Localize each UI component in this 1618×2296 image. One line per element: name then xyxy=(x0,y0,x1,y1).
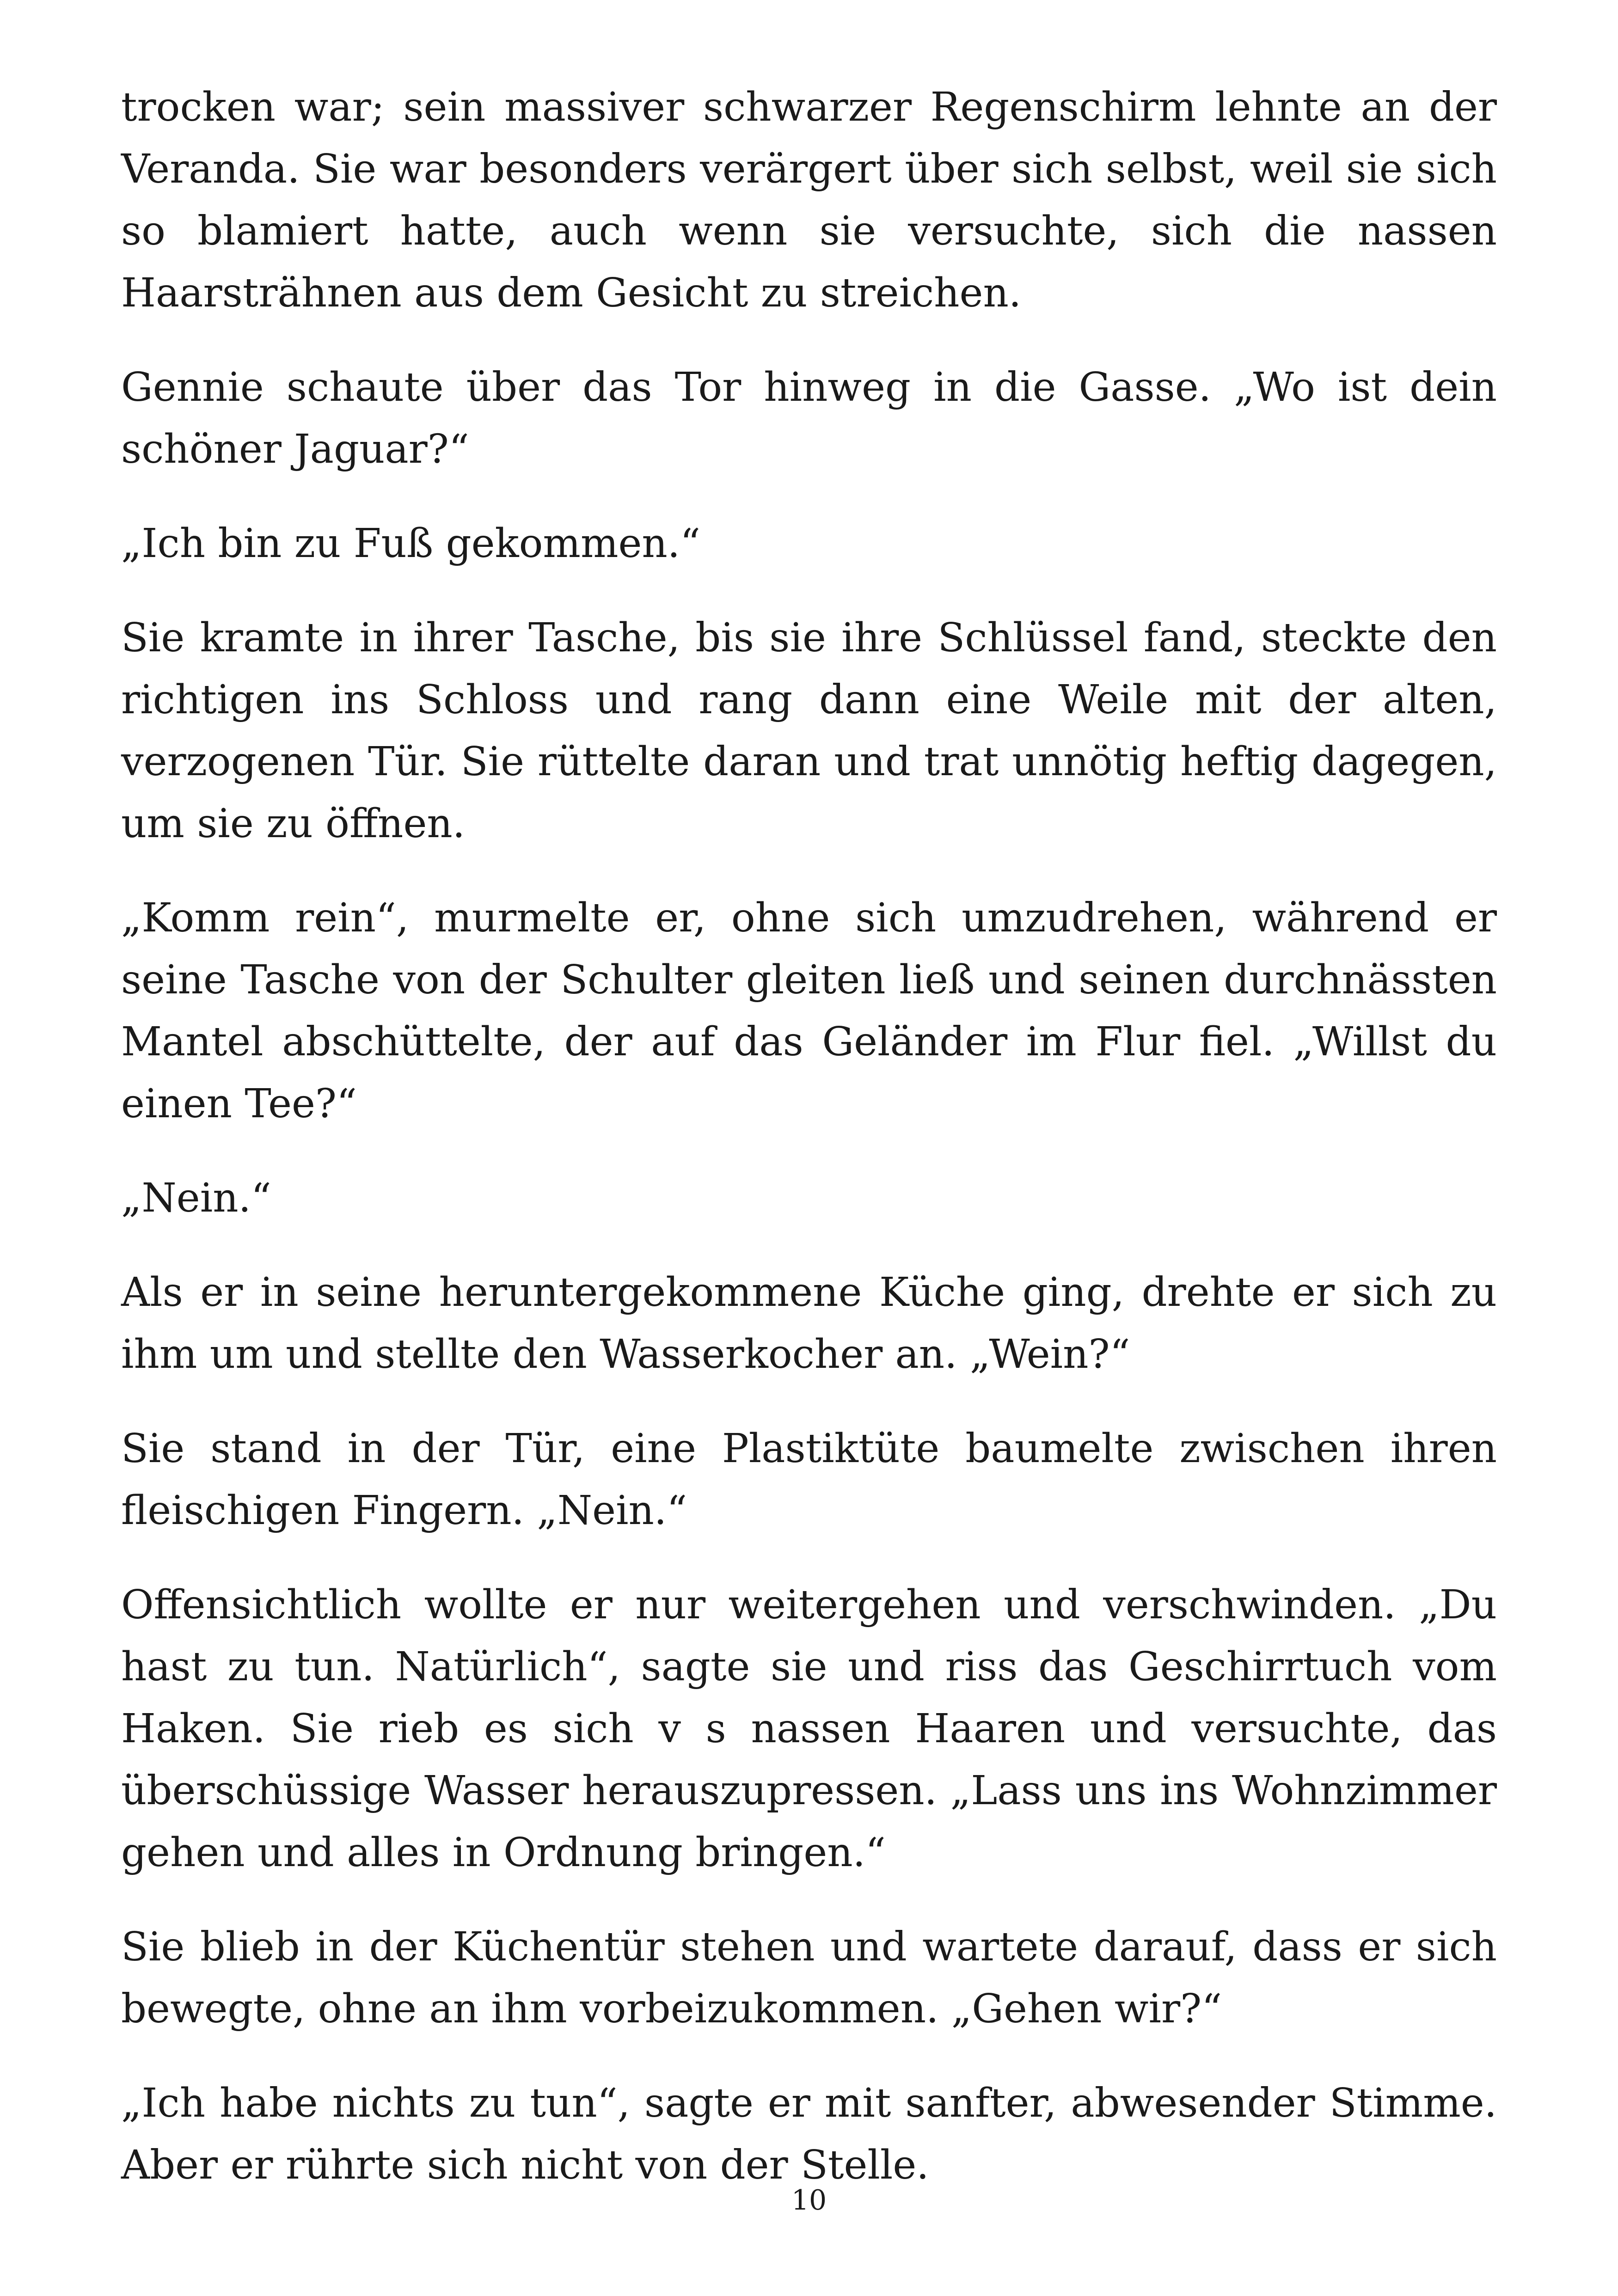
paragraph-1: trocken war; sein massiver schwarzer Regenschirm lehnte an der Veranda. Sie war besonders verärgert über sich selbst, weil sie sich so blamiert hatte, auch wenn sie versuchte, sich die nassen Haarsträhnen aus dem Gesicht zu streichen. xyxy=(121,84,1497,316)
paragraph-10: Sie blieb in der Küchentür stehen und wartete darauf, dass er sich bewegte, ohne an ihm vorbeizukommen. „Gehen wir?“ xyxy=(121,1924,1497,2032)
paragraph-3: „Ich bin zu Fuß gekommen.“ xyxy=(121,520,701,567)
page-number: 10 xyxy=(791,2184,827,2216)
paragraph-9: Offensichtlich wollte er nur weitergehen und verschwinden. „Du hast zu tun. Natürlich“, sagte sie und riss das Geschirrtuch vom Haken. Sie rieb es sich v s nassen Haaren und versuchte, das überschüssige Wasser herauszupressen. „Lass uns ins Wohnzimmer gehen und alles in Ordnung bringen.“ xyxy=(121,1582,1497,1876)
body-text xyxy=(121,76,1497,2229)
paragraph-4: Sie kramte in ihrer Tasche, bis sie ihre Schlüssel fand, steckte den richtigen ins Schloss und rang dann eine Weile mit der alten, verzogenen Tür. Sie rüttelte daran und trat unnötig heftig dagegen, um sie zu öffnen. xyxy=(121,615,1497,847)
paragraph-7: Als er in seine heruntergekommene Küche ging, drehte er sich zu ihm um und stellte den Wasserkocher an. „Wein?“ xyxy=(121,1269,1497,1378)
paragraph-11: „Ich habe nichts zu tun“, sagte er mit sanfter, abwesender Stimme. Aber er rührte sich nicht von der Stelle. xyxy=(121,2080,1497,2188)
paragraph-2: Gennie schaute über das Tor hinweg in die Gasse. „Wo ist dein schöner Jaguar?“ xyxy=(121,364,1497,472)
paragraph-8: Sie stand in der Tür, eine Plastiktüte baumelte zwischen ihren fleischigen Fingern. „Nein.“ xyxy=(121,1426,1497,1534)
paragraph-6: „Nein.“ xyxy=(121,1175,271,1221)
paragraph-5: „Komm rein“, murmelte er, ohne sich umzudrehen, während er seine Tasche von der Schulter gleiten ließ und seinen durchnässten Mantel abschüttelte, der auf das Geländer im Flur fiel. „Willst du einen Tee?“ xyxy=(121,895,1497,1127)
